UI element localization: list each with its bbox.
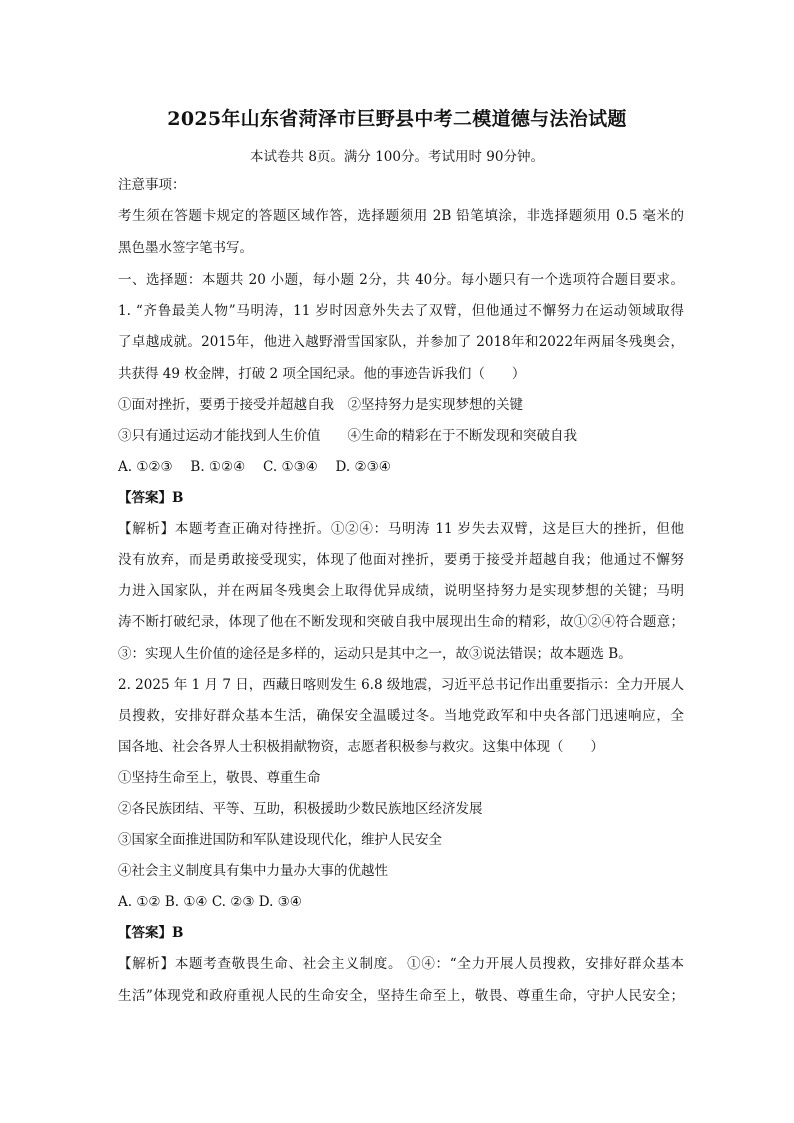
question-2-stem: 国各地、社会各界人士积极捐献物资，志愿者积极参与救灾。这集中体现（ ） — [118, 739, 604, 755]
question-1-choices: A. ①②③ B. ①②④ C. ①③④ D. ②③④ — [118, 459, 391, 475]
section-heading: 一、选择题：本题共 20 小题，每小题 2分，共 40分。每小题只有一个选项符合题目要求。 — [118, 272, 684, 288]
question-1-analysis: 【解析】本题考查正确对待挫折。①②④：马明涛 11 岁失去双臂，这是巨大的挫折，但他 — [118, 521, 684, 537]
notice-heading: 注意事项： — [118, 177, 186, 193]
question-2-analysis: 【解析】本题考查敬畏生命、社会主义制度。 ①④：“全力开展人员搜救，安排好群众基本 — [118, 956, 684, 972]
notice-line: 黑色墨水签字笔书写。 — [118, 240, 253, 256]
question-2-answer: 【答案】B — [118, 925, 184, 941]
question-1-analysis: ③：实现人生价值的途径是多样的，运动只是其中之一，故③说法错误；故本题选 B。 — [118, 646, 632, 662]
question-1-stem: 了卓越成就。2015年，他进入越野滑雪国家队，并参加了 2018年和2022年两届冬残奥会， — [118, 334, 684, 350]
question-2-option: ④社会主义制度具有集中力量办大事的优越性 — [118, 863, 388, 879]
question-1-stem: 1. “齐鲁最美人物”马明涛，11 岁时因意外失去了双臂，但他通过不懈努力在运动领域取得 — [118, 303, 684, 319]
question-1-analysis: 没有放弃，而是勇敢接受现实，体现了他面对挫折，要勇于接受并超越自我；他通过不懈努 — [118, 552, 684, 568]
question-2-analysis: 生活”体现党和政府重视人民的生命安全，坚持生命至上，敬畏、尊重生命，守护人民安全； — [118, 988, 684, 1004]
question-1-answer: 【答案】B — [118, 490, 184, 506]
question-2-option: ③国家全面推进国防和军队建设现代化，维护人民安全 — [118, 832, 442, 848]
question-1-option: ③只有通过运动才能找到人生价值 ④生命的精彩在于不断发现和突破自我 — [118, 428, 577, 444]
question-2-stem: 员搜救，安排好群众基本生活，确保安全温暖过冬。当地党政军和中央各部门迅速响应，全 — [118, 708, 684, 724]
question-1-analysis: 涛不断打破纪录，体现了他在不断发现和突破自我中展现出生命的精彩，故①②④符合题意； — [118, 614, 684, 630]
question-2-option: ①坚持生命至上，敬畏、尊重生命 — [118, 770, 321, 786]
question-1-analysis: 力进入国家队，并在两届冬残奥会上取得优异成绩，说明坚持努力是实现梦想的关键；马明 — [118, 583, 684, 599]
exam-info: 本试卷共 8页。满分 100分。考试用时 90分钟。 — [250, 149, 544, 165]
question-2-stem: 2. 2025 年 1 月 7 日，西藏日喀则发生 6.8 级地震，习近平总书记作出重要指示：全力开展人 — [118, 677, 684, 693]
question-2-option: ②各民族团结、平等、互助，积极援助少数民族地区经济发展 — [118, 801, 483, 817]
question-2-choices: A. ①② B. ①④ C. ②③ D. ③④ — [118, 894, 302, 910]
notice-line: 考生须在答题卡规定的答题区域作答，选择题须用 2B 铅笔填涂，非选择题须用 0.5 毫米的 — [118, 208, 684, 224]
page-title: 2025年山东省菏泽市巨野县中考二模道德与法治试题 — [167, 108, 627, 130]
question-1-option: ①面对挫折，要勇于接受并超越自我 ②坚持努力是实现梦想的关键 — [118, 397, 523, 413]
question-1-stem: 共获得 49 枚金牌，打破 2 项全国纪录。他的事迹告诉我们（ ） — [118, 366, 526, 382]
